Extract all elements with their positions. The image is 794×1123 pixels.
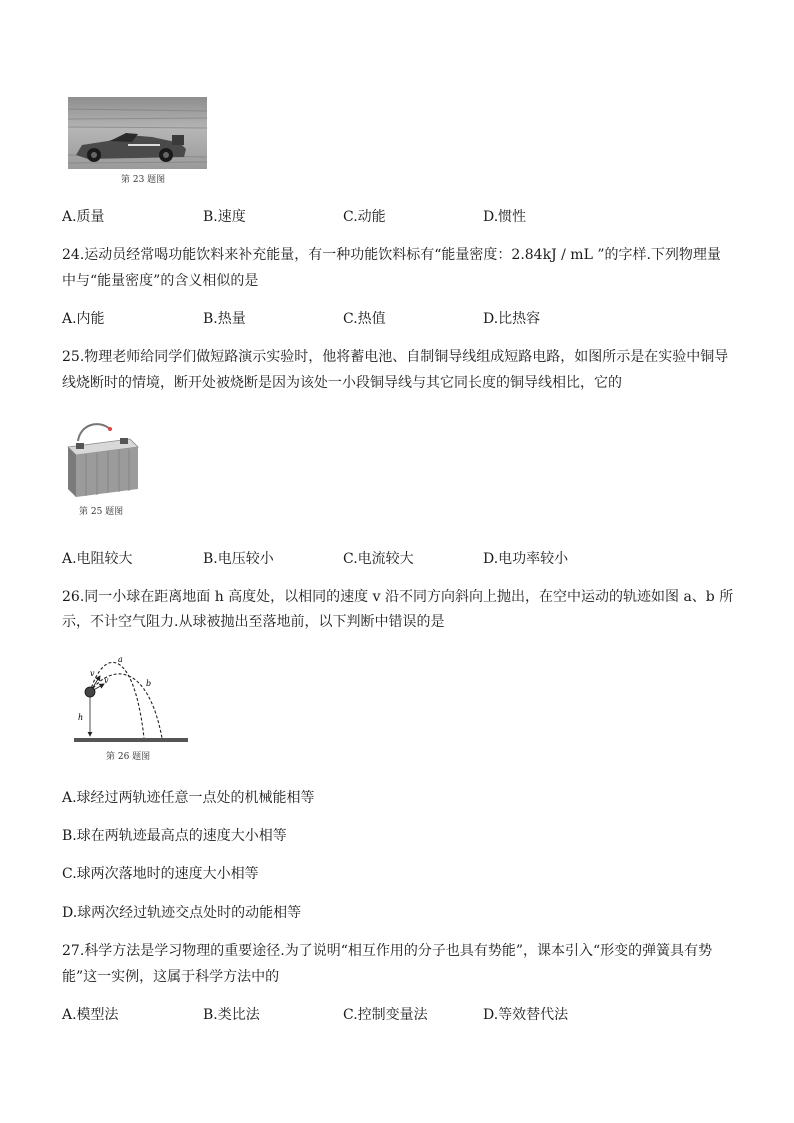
question-24-line-2: 中与“能量密度”的含义相似的是 xyxy=(62,273,259,289)
option-b-25: B.电压较小 xyxy=(203,551,274,567)
option-a-26: A.球经过两轨迹任意一点处的机械能相等 xyxy=(62,790,315,806)
question-25-line-1: 25.物理老师给同学们做短路演示实验时，他将蓄电池、自制铜导线组成短路电路，如图所示是在实验中铜导 xyxy=(62,349,729,365)
question-24-line-1: 24.运动员经常喝功能饮料来补充能量，有一种功能饮料标有“能量密度：2.84kJ / mL ”的字样.下列物理量 xyxy=(62,247,721,263)
ground-line xyxy=(74,738,188,742)
option-c-25: C.电流较大 xyxy=(343,551,414,567)
ball xyxy=(85,687,95,697)
option-b-27: B.类比法 xyxy=(203,1007,260,1023)
height-label: h xyxy=(78,713,84,722)
trajectory-figure xyxy=(70,650,192,746)
question-27-line-1: 27.科学方法是学习物理的重要途径.为了说明“相互作用的分子也具有势能”，课本引入“形变的弹簧具有势 xyxy=(62,943,713,959)
race-car-image xyxy=(68,97,207,169)
option-d-26: D.球两次经过轨迹交点处时的动能相等 xyxy=(62,905,302,921)
question-26-line-2: 示，不计空气阻力.从球被抛出至落地前，以下判断中错误的是 xyxy=(62,614,445,630)
option-a-25: A.电阻较大 xyxy=(62,551,133,567)
option-c-23: C.动能 xyxy=(343,209,386,225)
option-c-24: C.热值 xyxy=(343,311,386,327)
trajectory-label-a: a xyxy=(118,655,123,664)
option-a-23: A.质量 xyxy=(62,209,105,225)
option-c-27: C.控制变量法 xyxy=(343,1007,428,1023)
trajectory-a xyxy=(90,662,144,738)
option-b-26: B.球在两轨迹最高点的速度大小相等 xyxy=(62,828,287,844)
question-27-line-2: 能”这一实例，这属于科学方法中的 xyxy=(62,969,280,985)
trajectory-b xyxy=(90,674,162,738)
option-b-24: B.热量 xyxy=(203,311,246,327)
velocity-label-1: v xyxy=(90,669,95,678)
option-b-23: B.速度 xyxy=(203,209,246,225)
option-d-23: D.惯性 xyxy=(483,209,527,225)
option-a-27: A.模型法 xyxy=(62,1007,119,1023)
option-d-25: D.电功率较小 xyxy=(483,551,569,567)
race-car-photo xyxy=(68,97,207,169)
option-c-26: C.球两次落地时的速度大小相等 xyxy=(62,866,259,882)
figure-caption-26: 第 26 题图 xyxy=(106,752,151,762)
car-battery-image xyxy=(66,417,140,499)
option-a-24: A.内能 xyxy=(62,311,105,327)
question-26-line-1: 26.同一小球在距离地面 h 高度处，以相同的速度 v 沿不同方向斜向上抛出，在空中运动的轨迹如图 a、b 所 xyxy=(62,589,734,605)
velocity-label-2: v xyxy=(104,676,109,685)
figure-caption-25: 第 25 题图 xyxy=(79,507,124,517)
battery-photo xyxy=(66,417,140,499)
question-25-line-2: 线烧断时的情境，断开处被烧断是因为该处一小段铜导线与其它同长度的铜导线相比，它的 xyxy=(62,375,622,391)
option-d-24: D.比热容 xyxy=(483,311,541,327)
option-d-27: D.等效替代法 xyxy=(483,1007,569,1023)
trajectory-diagram xyxy=(70,650,192,746)
trajectory-label-b: b xyxy=(146,679,152,688)
figure-caption-23: 第 23 题图 xyxy=(121,175,166,185)
